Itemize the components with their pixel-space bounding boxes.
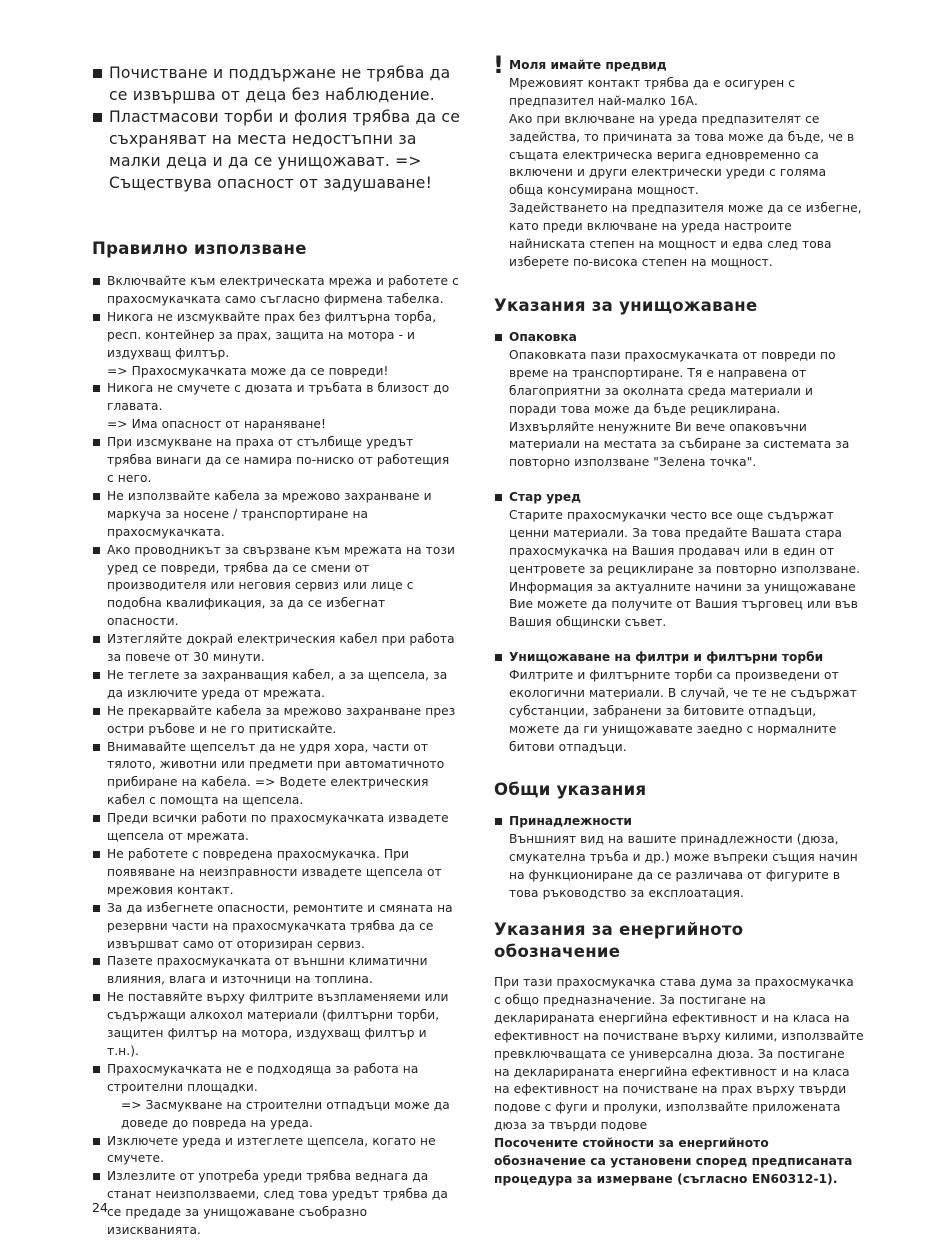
- proper-use-list: [92, 273, 460, 1240]
- list-item: Прахосмукачката не е подходяща за работа на строителни площадки. => Засмукване на строителни отпадъци може да доведе до повреда на уреда.: [92, 1061, 460, 1133]
- section-title-proper-use: Правилно използване: [92, 239, 307, 258]
- list-item: Пазете прахосмукачката от външни климатични влияния, влага и източници на топлина.: [92, 953, 460, 989]
- energy-text: При тази прахосмукачка става дума за прахосмукачка с общо предназначение. За постигане на декларираната енергийна ефективност и на класа на ефективност на почистване върху килими, използвайте превключващата се универсална дюза. За постигане на декларираната енергийна ефективност и на класа на ефективност на почистване на прах върху твърди подове с фуги и пролуки, използвайте приложената дюза за твърди подове: [494, 975, 864, 1133]
- list-item: Никога не смучете с дюзата и тръбата в близост до главата. => Има опасност от нараняване!: [92, 380, 460, 434]
- section-title-general: Общи указания: [494, 780, 647, 799]
- list-item: Изключете уреда и изтеглете щепсела, когато не смучете.: [92, 1133, 460, 1169]
- list-item: Ако проводникът за свързване към мрежата на този уред се повреди, трябва да се смени от производителя или неговия сервиз или лице с подобна квалификация, за да се избегнат опасности.: [92, 542, 460, 632]
- list-item: Не използвайте кабела за мрежово захранване и маркуча за носене / транспортиране на прахосмукачката.: [92, 488, 460, 542]
- list-item: Никога не изсмуквайте прах без филтърна торба, респ. контейнер за прах, защита на мотора - и издухващ филтър. => Прахосмукачката може да се повреди!: [92, 309, 460, 381]
- subsection-text: Старите прахосмукачки често все още съдържат ценни материали. За това предайте Вашата стара прахосмукачка на Вашия продавач или в един от центровете за рециклиране за повторно използване. Информация за актуалните начини за унищожаване Вие можете да получите от Вашия търговец или във Вашия общински съвет.: [509, 507, 861, 630]
- list-item: Преди всички работи по прахосмукачката извадете щепсела от мрежата.: [92, 810, 460, 846]
- subsection-title: Принадлежности: [494, 813, 864, 831]
- list-item: Не работете с повредена прахосмукачка. При появяване на неизправности извадете щепсела от мрежовия контакт.: [92, 846, 460, 900]
- page-number: 24: [92, 1200, 108, 1215]
- accessories-block: [494, 813, 864, 903]
- warning-note: => Има опасност от нараняване!: [107, 417, 327, 432]
- intro-item: Почистване и поддържане не трябва да се извършва от деца без наблюдение.: [92, 62, 460, 106]
- list-item: За да избегнете опасности, ремонтите и смяната на резервни части на прахосмукачката трябва да се извършват само от оторизиран сервиз.: [92, 900, 460, 954]
- subsection-text: Филтрите и филтърните торби са произведени от екологични материали. В случай, че те не съдържат субстанции, забранени за битовите отпадъци, можете да ги унищожавате заедно с нормалните битови отпадъци.: [509, 667, 857, 754]
- subsection-text: Опаковката пази прахосмукачката от повреди по време на транспортиране. Тя е направена от благоприятни за околната среда материали и поради това може да бъде рециклирана. Изхвърляйте ненужните Ви вече опаковъчни материали на местата за събиране за системата за повторно използване "Зелена точка".: [509, 347, 850, 470]
- subsection-title: Унищожаване на филтри и филтърни торби: [494, 649, 864, 667]
- list-item: Не поставяйте върху филтрите възпламеняеми или съдържащи алкохол материали (филтърни торби, защитен филтър на мотора, издухващ филтър и т.н.).: [92, 989, 460, 1061]
- filters-block: [494, 649, 864, 756]
- intro-item: Пластмасови торби и фолия трябва да се съхраняват на места недостъпни за малки деца и да се унищожават. => Съществува опасност от задушаване!: [92, 106, 460, 194]
- section-title-energy: Указания за енергийното обозначение: [494, 920, 744, 961]
- list-item: Изтегляйте докрай електрическия кабел при работа за повече от 30 минути.: [92, 631, 460, 667]
- warning-note: => Прахосмукачката може да се повреди!: [107, 363, 389, 378]
- list-item: При изсмукване на праха от стълбище уредът трябва винаги да се намира по-ниско от работещия с него.: [92, 434, 460, 488]
- section-title-disposal: Указания за унищожаване: [494, 296, 758, 315]
- energy-bold-text: Посочените стойности за енергийното обозначение са установени според предписаната процедура за измерване (съгласно EN60312-1).: [494, 1136, 853, 1186]
- packaging-block: [494, 329, 864, 472]
- subsection-title: Опаковка: [494, 329, 864, 347]
- warning-note: => Засмукване на строителни отпадъци може да доведе до повреда на уреда.: [121, 1097, 450, 1130]
- list-item: Излезлите от употреба уреди трябва веднага да станат неизползваеми, след това уредът трябва да се предаде за унищожаване съобразно изискванията.: [92, 1168, 460, 1240]
- notice-title: Моля имайте предвид: [509, 58, 667, 72]
- list-item: Включвайте към електрическата мрежа и работете с прахосмукачката само съгласно фирмена табелка.: [92, 273, 460, 309]
- notice-text: Мрежовият контакт трябва да е осигурен с предпазител най-малко 16А.: [509, 75, 796, 108]
- notice-text: Ако при включване на уреда предпазителят се задейства, то причината за това може да бъде, че в същата електрическа верига едновременно са включени и други електрически уреди с голяма обща консумирана мощност.: [509, 111, 855, 198]
- notice-block: [493, 51, 864, 272]
- list-item: Внимавайте щепселът да не удря хора, части от тялото, животни или предмети при автоматичното прибиране на кабела. => Водете електрическия кабел с помощта на щепсела.: [92, 739, 460, 811]
- notice-text: Задействането на предпазителя може да се избегне, като преди включване на уреда настроите найниската степен на мощност и едва след това изберете по-висока степен на мощност.: [509, 201, 862, 269]
- subsection-text: Външният вид на вашите принадлежности (дюза, смукателна тръба и др.) може въпреки същия начин на функциониране да се различава от фигурите в това ръководство за експлоатация.: [509, 831, 858, 900]
- exclamation-icon: !: [493, 51, 504, 79]
- list-item: Не теглете за захранващия кабел, а за щепсела, за да изключите уреда от мрежата.: [92, 667, 460, 703]
- subsection-title: Стар уред: [494, 489, 864, 507]
- intro-list: [92, 62, 460, 194]
- energy-block: [494, 974, 864, 1189]
- list-item: Не прекарвайте кабела за мрежово захранване през остри ръбове и не го притискайте.: [92, 703, 460, 739]
- old-appliance-block: [494, 489, 864, 632]
